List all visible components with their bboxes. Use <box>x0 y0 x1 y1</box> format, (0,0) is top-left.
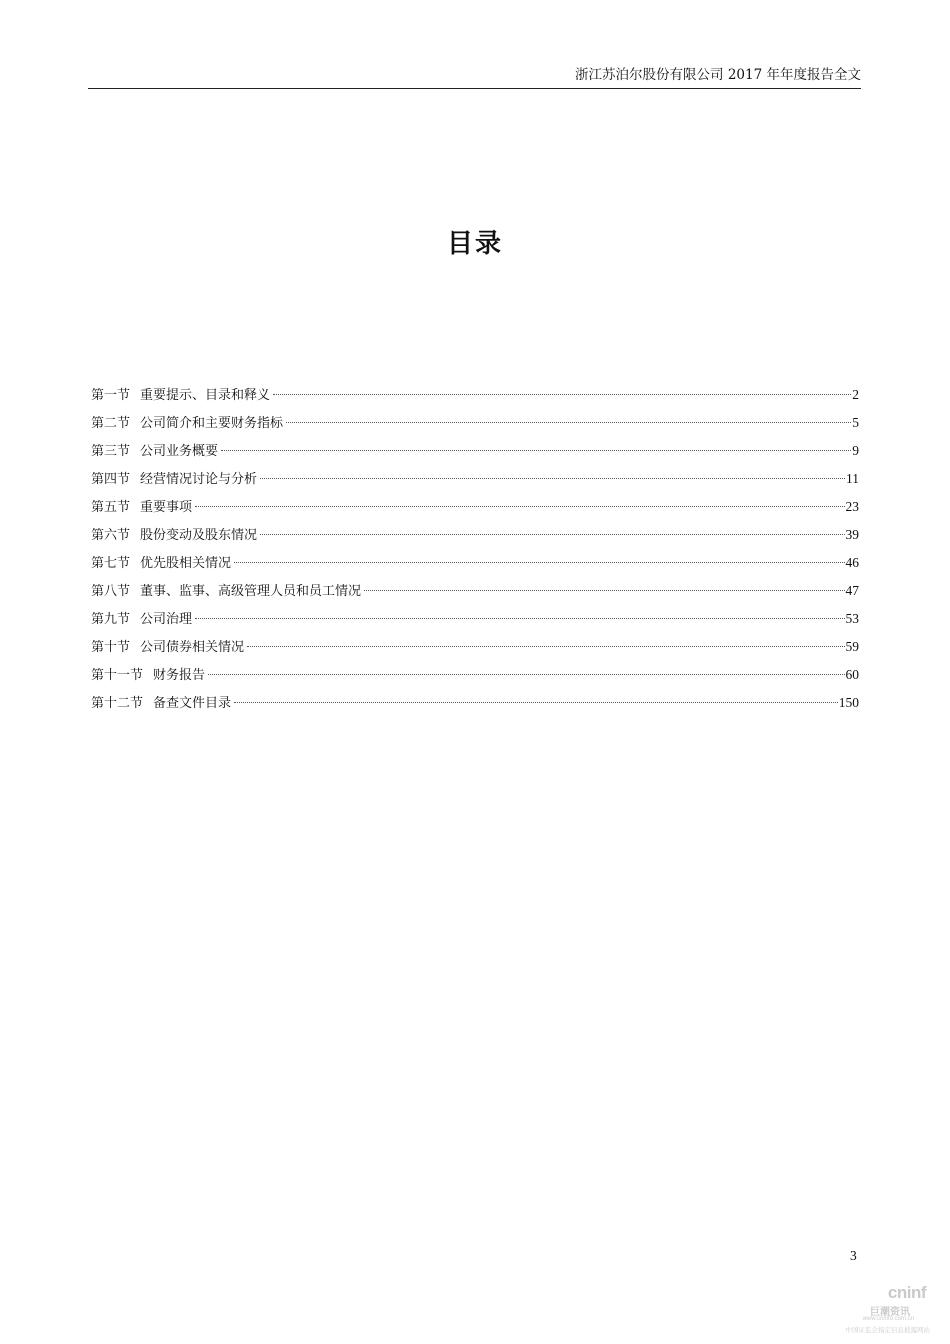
table-of-contents <box>91 381 859 717</box>
toc-dot-leader <box>234 702 838 703</box>
toc-page-number: 59 <box>845 639 859 654</box>
toc-page-number: 39 <box>845 527 859 542</box>
toc-entry[interactable] <box>91 577 859 605</box>
page-header <box>88 62 861 89</box>
toc-page-number: 53 <box>845 611 859 626</box>
toc-section-number: 第二节 <box>91 416 131 431</box>
watermark-name: 巨潮资讯 <box>870 1307 910 1318</box>
toc-section-number: 第四节 <box>91 472 131 487</box>
toc-page-number: 46 <box>845 555 859 570</box>
toc-page-number: 23 <box>845 499 859 514</box>
toc-dot-leader <box>221 450 851 451</box>
toc-dot-leader <box>195 618 844 619</box>
toc-page-number: 60 <box>845 667 859 682</box>
toc-entry[interactable] <box>91 661 859 689</box>
watermark-site: www.cninfo.com.cn <box>862 1316 914 1322</box>
toc-entry[interactable] <box>91 465 859 493</box>
toc-entry[interactable] <box>91 409 859 437</box>
toc-page-number: 9 <box>852 443 859 458</box>
toc-section-number: 第一节 <box>91 388 131 403</box>
toc-entry[interactable] <box>91 633 859 661</box>
toc-dot-leader <box>247 646 844 647</box>
toc-entry[interactable] <box>91 689 859 717</box>
toc-section-number: 第十一节 <box>91 668 144 683</box>
toc-dot-leader <box>273 394 851 395</box>
toc-entry[interactable] <box>91 549 859 577</box>
toc-section-number: 第七节 <box>91 556 131 571</box>
toc-dot-leader <box>260 478 845 479</box>
cninfo-watermark <box>838 1283 938 1339</box>
toc-dot-leader <box>260 534 844 535</box>
toc-entry[interactable] <box>91 521 859 549</box>
toc-page-number: 11 <box>846 471 859 486</box>
toc-section-number: 第十节 <box>91 640 131 655</box>
toc-page-number: 150 <box>838 695 859 710</box>
toc-section-title: 公司简介和主要财务指标 <box>140 416 284 431</box>
toc-dot-leader <box>286 422 851 423</box>
toc-section-number: 第三节 <box>91 444 131 459</box>
toc-section-title: 备查文件目录 <box>153 696 232 711</box>
page-number: 3 <box>850 1248 857 1263</box>
toc-section-title: 经营情况讨论与分析 <box>140 472 258 487</box>
toc-dot-leader <box>364 590 844 591</box>
toc-dot-leader <box>234 562 844 563</box>
watermark-logo: cninf <box>887 1283 926 1302</box>
toc-entry[interactable] <box>91 437 859 465</box>
toc-section-number: 第六节 <box>91 528 131 543</box>
toc-page-number: 5 <box>852 415 859 430</box>
toc-section-title: 股份变动及股东情况 <box>140 528 258 543</box>
toc-section-title: 董事、监事、高级管理人员和员工情况 <box>140 584 362 599</box>
toc-dot-leader <box>208 674 844 675</box>
toc-section-title: 重要事项 <box>140 500 193 515</box>
toc-section-number: 第八节 <box>91 584 131 599</box>
toc-entry[interactable] <box>91 381 859 409</box>
toc-page-number: 47 <box>845 583 859 598</box>
toc-section-title: 财务报告 <box>153 668 206 683</box>
toc-entry[interactable] <box>91 493 859 521</box>
header-title: 浙江苏泊尔股份有限公司 2017 年年度报告全文 <box>575 67 861 83</box>
toc-section-title: 公司业务概要 <box>140 444 219 459</box>
toc-section-title: 公司治理 <box>140 612 193 627</box>
toc-dot-leader <box>195 506 844 507</box>
toc-section-number: 第五节 <box>91 500 131 515</box>
toc-section-number: 第十二节 <box>91 696 144 711</box>
toc-section-number: 第九节 <box>91 612 131 627</box>
page-title: 目录 <box>446 229 503 259</box>
toc-page-number: 2 <box>852 387 859 402</box>
toc-entry[interactable] <box>91 605 859 633</box>
watermark-line: 中国证监会指定信息披露网站 <box>845 1327 930 1334</box>
toc-section-title: 优先股相关情况 <box>140 556 232 571</box>
toc-section-title: 重要提示、目录和释义 <box>140 388 271 403</box>
toc-section-title: 公司债券相关情况 <box>140 640 245 655</box>
